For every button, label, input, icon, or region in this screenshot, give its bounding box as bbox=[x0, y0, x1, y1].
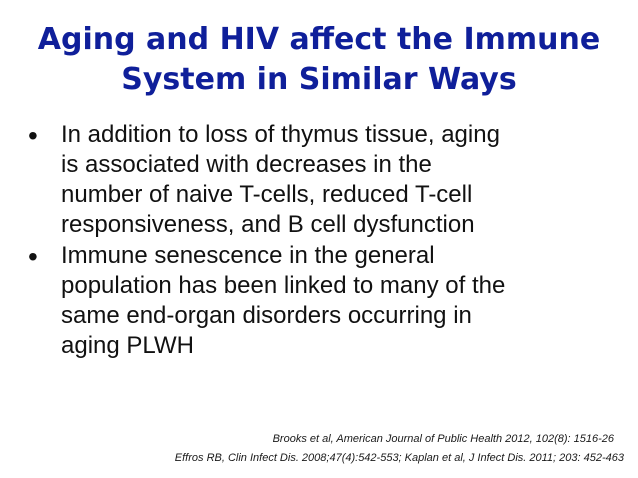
bullet-text bbox=[61, 120, 628, 240]
slide-title bbox=[20, 20, 618, 100]
bullet-icon: • bbox=[28, 120, 38, 151]
bullet-item-immune-senescence bbox=[28, 241, 628, 361]
bullet-line: same end-organ disorders occurring in bbox=[61, 302, 472, 329]
bullet-text bbox=[61, 241, 628, 361]
reference-line-2: Effros RB, Clin Infect Dis. 2008;47(4):542-553; Kaplan et al, J Infect Dis. 2011; 203: 452-463 bbox=[174, 452, 624, 464]
references bbox=[4, 430, 624, 468]
bullet-line: aging PLWH bbox=[61, 332, 194, 359]
reference-line-1: Brooks et al, American Journal of Public Health 2012, 102(8): 1516-26 bbox=[272, 433, 614, 445]
bullet-item-thymus-aging bbox=[28, 120, 628, 240]
bullet-line: In addition to loss of thymus tissue, aging bbox=[61, 121, 500, 148]
slide-title-line-1: Aging and HIV affect the Immune bbox=[37, 22, 601, 57]
bullet-line: responsiveness, and B cell dysfunction bbox=[61, 211, 475, 238]
bullet-list bbox=[28, 120, 628, 362]
bullet-line: is associated with decreases in the bbox=[61, 151, 432, 178]
bullet-icon: • bbox=[28, 241, 38, 272]
bullet-line: number of naive T-cells, reduced T-cell bbox=[61, 181, 473, 208]
slide-title-line-2: System in Similar Ways bbox=[121, 62, 517, 97]
bullet-line: population has been linked to many of the bbox=[61, 272, 506, 299]
bullet-line: Immune senescence in the general bbox=[61, 242, 435, 269]
